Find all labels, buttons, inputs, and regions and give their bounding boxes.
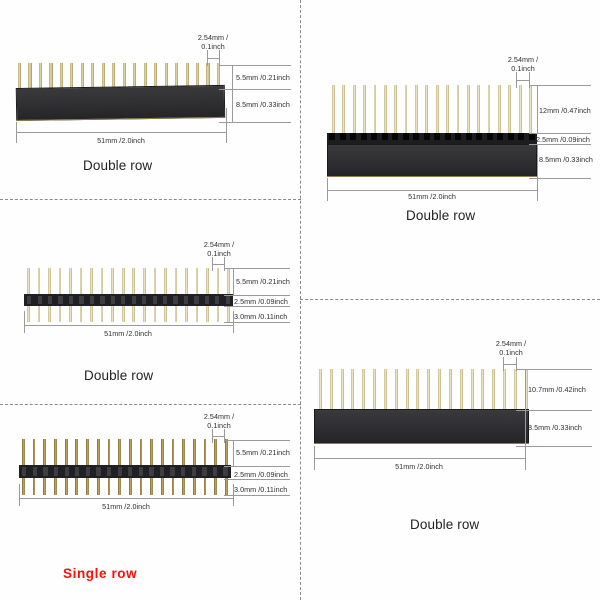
pitch-label-bottom-right (476, 339, 546, 357)
length-label-bottom-left: 51mm /2.0inch (102, 502, 150, 511)
length-span-bl (19, 498, 233, 499)
pitch-line2: 0.1inch (499, 348, 523, 357)
pinheight-bottom-rule-tr (529, 133, 591, 134)
pin-height-label-top-right: 12mm /0.47inch (539, 106, 591, 115)
connector-body-top-right (327, 144, 537, 177)
body-height-label-bottom-right: 8.5mm /0.33inch (528, 423, 582, 432)
body-height-label-top-left: 8.5mm /0.33inch (236, 100, 290, 109)
length-label-top-right: 51mm /2.0inch (408, 192, 456, 201)
pitch-span-tl (207, 58, 219, 59)
pinheight-tick-tl (232, 65, 233, 89)
panel-middle-left (0, 199, 300, 404)
caption-top-left: Double row (83, 158, 153, 173)
length-tick-right-ml (233, 311, 234, 333)
panel-bottom-left (0, 404, 300, 600)
pin-row-upper-middle-left (27, 268, 230, 296)
length-span-tl (16, 132, 226, 133)
pitch-span-bl (212, 436, 224, 437)
length-label-top-left: 51mm /2.0inch (97, 136, 145, 145)
bodyheight-tick-tr (537, 144, 538, 178)
pitch-label-top-left (178, 33, 248, 51)
pinheight-tick-br (525, 369, 526, 410)
pitch-line1: 2.54mm / (203, 412, 235, 421)
plastic-strip-middle-left (24, 294, 233, 306)
pinheight-top-rule-tl (219, 65, 291, 66)
bodyheight-tick-tl (232, 89, 233, 122)
panel-top-right (300, 0, 600, 299)
length-tick-right-tl (226, 108, 227, 143)
socket-height-label-top-right: 2.5mm /0.09inch (536, 135, 590, 144)
connector-bottom-left (0, 404, 300, 554)
panel-bottom-right (300, 299, 600, 600)
pitch-label-middle-left (184, 240, 254, 258)
connector-top-left (0, 0, 300, 160)
panel-top-left (0, 0, 300, 199)
pin-height-label-bottom-left: 5.5mm /0.21inch (236, 448, 290, 457)
body-underline-bottom-right (314, 443, 529, 444)
plastic-strip-bottom-left (19, 465, 231, 478)
pitch-line2: 0.1inch (511, 64, 535, 73)
pitch-label-bottom-left (184, 412, 254, 430)
strip-height-label-bottom-left: 2.5mm /0.09inch (234, 470, 288, 479)
length-tick-left-bl (19, 484, 20, 506)
pitch-line1: 2.54mm / (197, 33, 229, 42)
bodyheight-bottom-rule-tl (219, 122, 291, 123)
pitch-line1: 2.54mm / (495, 339, 527, 348)
caption-bottom-right: Double row (410, 517, 480, 532)
tail-height-label-bottom-left: 3.0mm /0.11inch (234, 485, 288, 494)
connector-body-bottom-right (314, 409, 529, 444)
connector-middle-left (0, 199, 300, 359)
pin-row-lower-middle-left (27, 306, 230, 322)
length-span-ml (24, 325, 233, 326)
pin-row-top-right (332, 85, 532, 135)
length-span-br (314, 458, 525, 459)
caption-bottom-left: Single row (63, 566, 138, 581)
length-label-middle-left: 51mm /2.0inch (104, 329, 152, 338)
pinheight-tick-tr (537, 85, 538, 133)
length-tick-right-br (525, 446, 526, 470)
pin-row-upper-bottom-left (22, 439, 228, 467)
connector-bottom-right (300, 299, 600, 539)
stripheight-rule-ml (224, 306, 290, 307)
pin-height-label-bottom-right: 10.7mm /0.42inch (528, 385, 586, 394)
pin-height-label-top-left: 5.5mm /0.21inch (236, 73, 290, 82)
caption-middle-left: Double row (84, 368, 154, 383)
socketheight-rule-tr (529, 144, 591, 145)
pin-height-label-middle-left: 5.5mm /0.21inch (236, 277, 290, 286)
bodyheight-tick-br (525, 410, 526, 446)
pitch-span-br (503, 364, 516, 365)
caption-top-right: Double row (406, 208, 476, 223)
connector-top-right (300, 0, 600, 230)
connector-body-top-left (16, 85, 225, 121)
pitch-line2: 0.1inch (207, 421, 231, 430)
pitch-line2: 0.1inch (207, 249, 231, 258)
body-height-label-top-right: 8.5mm /0.33inch (539, 155, 593, 164)
pinheight-bottom-rule-ml (224, 295, 290, 296)
stripheight-rule-bl (224, 479, 290, 480)
pinheight-top-rule-tr (529, 85, 591, 86)
pitch-label-top-right (488, 55, 558, 73)
strip-height-label-middle-left: 2.5mm /0.09inch (234, 297, 288, 306)
pitch-line2: 0.1inch (201, 42, 225, 51)
pinheight-bottom-rule-bl (224, 466, 290, 467)
pinheight-top-rule-br (516, 369, 592, 370)
tail-height-label-middle-left: 3.0mm /0.11inch (234, 312, 288, 321)
pitch-tick-right-tl (219, 50, 220, 66)
bodyheight-rule-tr (529, 178, 591, 179)
pin-row-lower-bottom-left (22, 478, 228, 495)
pinheight-bottom-rule-tl (219, 89, 291, 90)
pitch-span-tr (516, 80, 529, 81)
length-label-bottom-right: 51mm /2.0inch (395, 462, 443, 471)
length-span-tr (327, 190, 537, 191)
length-tick-right-bl (233, 484, 234, 506)
bodyheight-rule-br (516, 446, 592, 447)
length-tick-left-ml (24, 311, 25, 333)
length-tick-right-tr (537, 178, 538, 201)
pitch-span-ml (212, 264, 224, 265)
body-underline-top-right (327, 176, 537, 177)
pinheight-tick-ml (233, 268, 234, 295)
pitch-line1: 2.54mm / (507, 55, 539, 64)
pinheight-bottom-rule-br (516, 410, 592, 411)
pinheight-tick-bl (233, 440, 234, 466)
socket-strip-top-right (327, 133, 537, 144)
pitch-line1: 2.54mm / (203, 240, 235, 249)
